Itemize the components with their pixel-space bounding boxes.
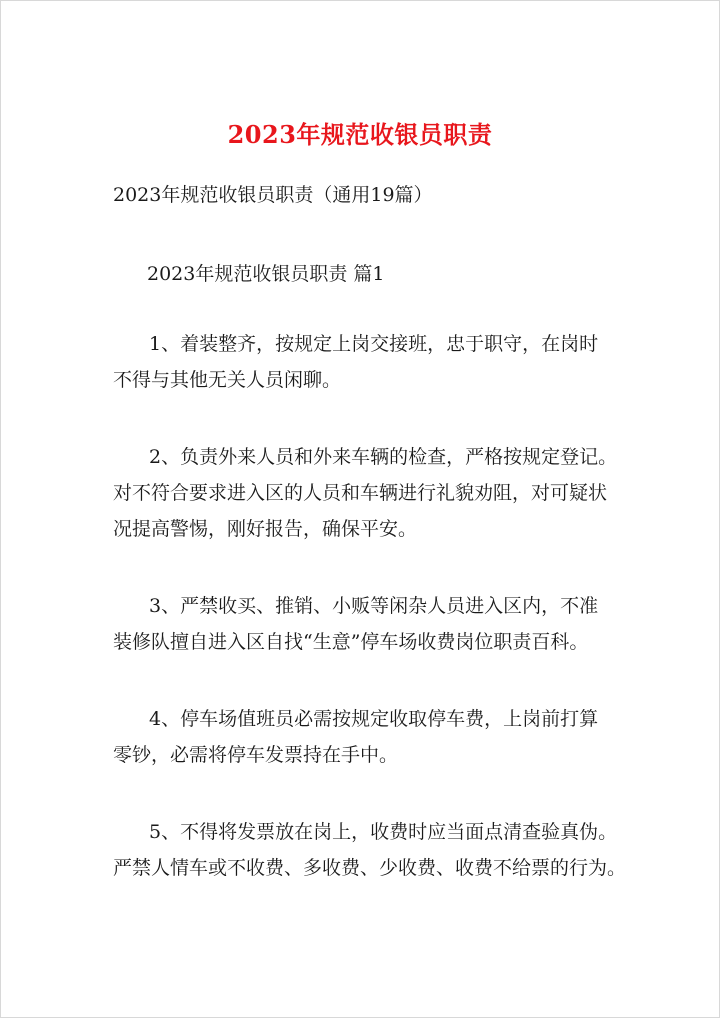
paragraph-line: 装修队擅自进入区自找“生意”停车场收费岗位职责百科。 [113, 631, 589, 653]
paragraph-line: 2、负责外来人员和外来车辆的检查，严格按规定登记。 [149, 446, 618, 468]
document-subtitle: 2023年规范收银员职责（通用19篇） [113, 184, 433, 206]
section-heading: 2023年规范收银员职责 篇1 [147, 263, 385, 285]
paragraph-line: 3、严禁收买、推销、小贩等闲杂人员进入区内，不准 [149, 595, 599, 617]
paragraph-line: 不得与其他无关人员闲聊。 [113, 369, 342, 391]
paragraph-line: 对不符合要求进入区的人员和车辆进行礼貌劝阻，对可疑状 [113, 482, 608, 504]
paragraph-4 [113, 701, 623, 773]
paragraph-1 [113, 326, 623, 398]
paragraph-5 [113, 814, 627, 886]
paragraph-line: 严禁人情车或不收费、多收费、少收费、收费不给票的行为。 [113, 857, 627, 879]
paragraph-2 [113, 439, 623, 547]
paragraph-line: 4、停车场值班员必需按规定收取停车费，上岗前打算 [149, 708, 599, 730]
paragraph-line: 5、不得将发票放在岗上，收费时应当面点清查验真伪。 [149, 821, 618, 843]
paragraph-line: 1、着装整齐，按规定上岗交接班，忠于职守，在岗时 [149, 333, 599, 355]
paragraph-3 [113, 588, 623, 660]
document-title: 2023年规范收银员职责 [227, 120, 493, 149]
paragraph-line: 况提高警惕，刚好报告，确保平安。 [113, 518, 418, 540]
paragraph-line: 零钞，必需将停车发票持在手中。 [113, 744, 399, 766]
